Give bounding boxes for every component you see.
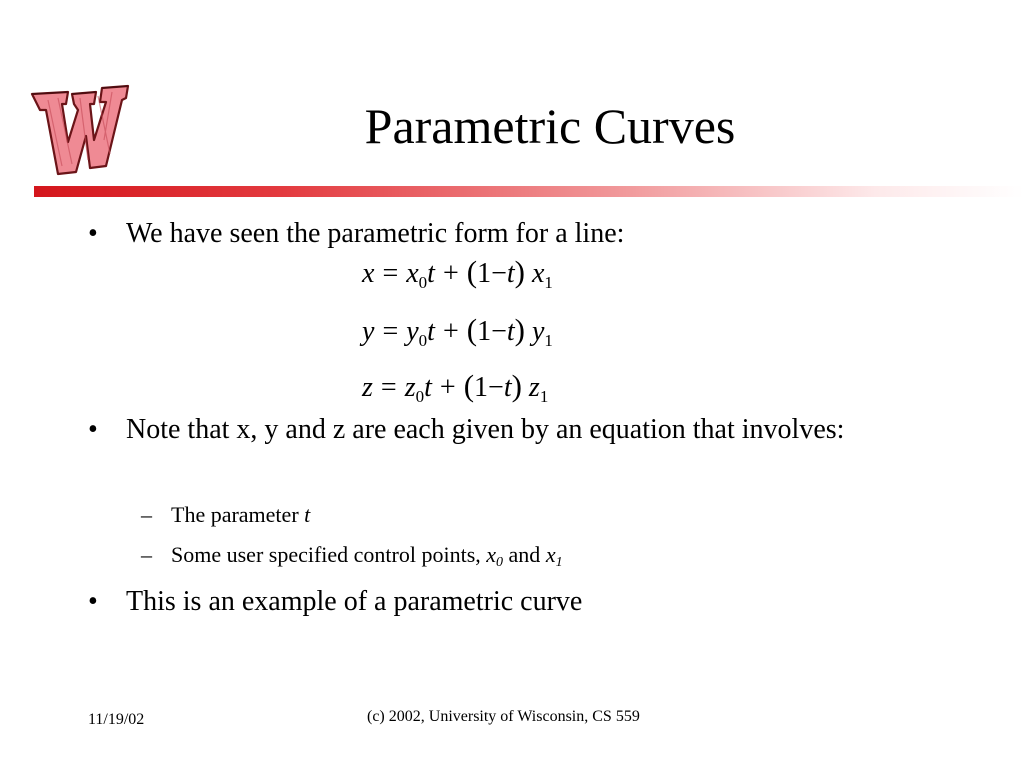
bullet-xyz-note — [88, 413, 916, 447]
control-x1-sub: 1 — [555, 555, 563, 570]
eq-one: 1 — [477, 316, 492, 347]
slide-title: Parametric Curves — [364, 98, 736, 154]
bullet-text: This is an example of a parametric curve — [126, 586, 583, 617]
eq-equals: = — [380, 372, 397, 403]
eq-equals: = — [382, 316, 399, 347]
eq-var: x — [531, 258, 545, 289]
eq-plus: + — [442, 316, 459, 347]
sub-glyph: – — [141, 542, 152, 567]
eq-sub0: 0 — [418, 273, 428, 292]
subbullet-parameter — [141, 501, 311, 529]
sub-text: Some user specified control points, — [171, 542, 487, 567]
eq-var: z — [528, 372, 540, 403]
control-x0: x — [486, 542, 497, 567]
footer-copyright: (c) 2002, University of Wisconsin, CS 559 — [367, 708, 640, 725]
equation-y — [362, 312, 553, 350]
eq-sub0: 0 — [418, 331, 428, 350]
bullet-text: Note that x, y and z are each given by an equation that involves: — [126, 414, 845, 445]
eq-one: 1 — [474, 372, 489, 403]
bullet-glyph: • — [88, 414, 98, 445]
bullet-glyph: • — [88, 586, 98, 617]
eq-rparen: ) — [511, 368, 522, 403]
eq-rparen: ) — [514, 312, 525, 347]
eq-lhs: z — [362, 372, 373, 403]
eq-t: t — [503, 372, 512, 403]
eq-lparen: ( — [466, 254, 478, 289]
footer-date: 11/19/02 — [88, 711, 145, 728]
eq-minus: − — [491, 316, 507, 347]
eq-lparen: ( — [466, 312, 478, 347]
eq-equals: = — [382, 258, 399, 289]
control-x1: x — [545, 542, 556, 567]
sub-param-var: t — [304, 502, 311, 527]
eq-var: z — [404, 372, 416, 403]
eq-t: t — [427, 258, 435, 289]
eq-sub0: 0 — [415, 387, 425, 406]
bullet-glyph: • — [88, 218, 98, 249]
eq-var: y — [406, 316, 419, 347]
eq-sub1: 1 — [544, 331, 553, 350]
eq-minus: − — [491, 258, 507, 289]
eq-t: t — [506, 316, 515, 347]
eq-sub1: 1 — [544, 273, 553, 292]
eq-plus: + — [439, 372, 456, 403]
sub-text: The parameter — [171, 502, 305, 527]
eq-t: t — [506, 258, 515, 289]
eq-rparen: ) — [514, 254, 525, 289]
eq-minus: − — [488, 372, 504, 403]
eq-t: t — [424, 372, 432, 403]
control-x0-sub: 0 — [496, 555, 504, 570]
eq-plus: + — [442, 258, 459, 289]
sub-glyph: – — [141, 502, 152, 527]
bullet-text: We have seen the parametric form for a line: — [126, 218, 625, 249]
eq-var: y — [531, 316, 545, 347]
eq-lhs: x — [362, 258, 375, 289]
eq-lparen: ( — [463, 368, 475, 403]
control-and: and — [503, 542, 546, 567]
equation-x — [362, 254, 553, 292]
eq-lhs: y — [362, 316, 375, 347]
subbullet-control-points — [141, 541, 563, 570]
eq-one: 1 — [477, 258, 492, 289]
eq-sub1: 1 — [539, 387, 549, 406]
title-underline — [34, 186, 1024, 197]
equation-z — [362, 368, 548, 406]
bullet-parametric-example — [88, 585, 583, 619]
eq-var: x — [406, 258, 419, 289]
eq-t: t — [427, 316, 435, 347]
bullet-line-parametric — [88, 217, 625, 251]
